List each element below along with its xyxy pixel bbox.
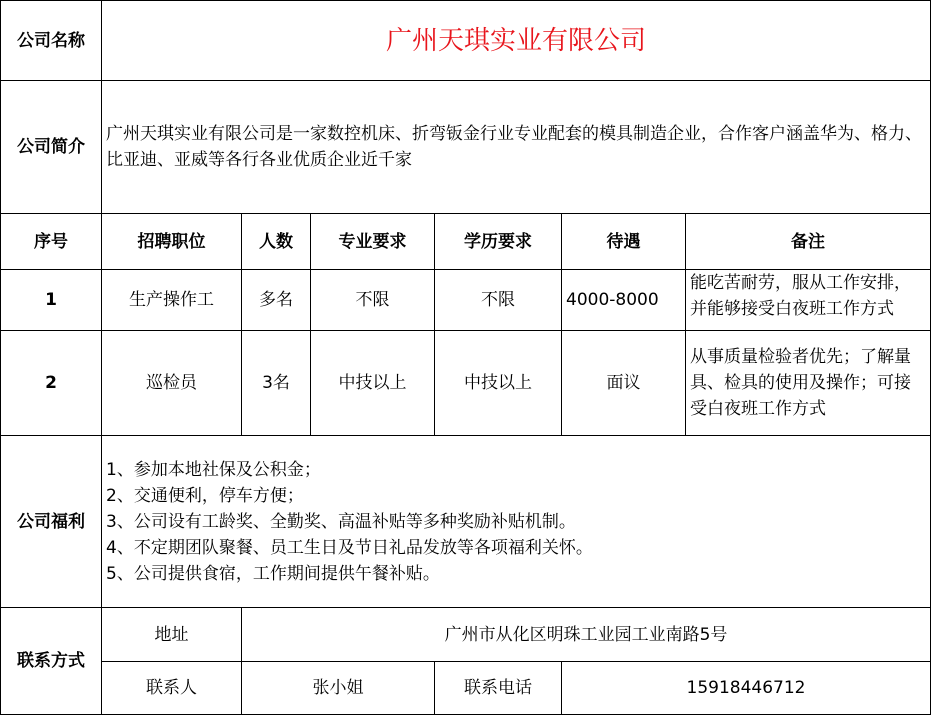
company-intro-row [1,81,931,214]
row-count: 多名 [242,270,311,331]
row-salary: 面议 [562,331,686,436]
company-name-label: 公司名称 [1,1,102,81]
jobs-header-row [1,214,931,270]
address-value: 广州市从化区明珠工业园工业南路5号 [242,608,931,662]
row-note: 从事质量检验者优先；了解量具、检具的使用及操作；可接受白夜班工作方式 [686,331,931,436]
table-row [1,331,931,436]
row-education: 不限 [435,270,562,331]
contact-phone-value: 15918446712 [562,662,931,715]
contact-person-row [1,662,931,715]
row-education: 中技以上 [435,331,562,436]
contact-person-value: 张小姐 [242,662,435,715]
col-header-salary: 待遇 [562,214,686,270]
col-header-education: 学历要求 [435,214,562,270]
company-name-row [1,1,931,81]
table-row [1,270,931,331]
contact-address-row [1,608,931,662]
contact-phone-label: 联系电话 [435,662,562,715]
row-note-cell [686,270,931,331]
col-header-no: 序号 [1,214,102,270]
welfare-row [1,436,931,608]
company-intro: 广州天琪实业有限公司是一家数控机床、折弯钣金行业专业配套的模具制造企业，合作客户涵盖华为、格力、比亚迪、亚威等各行各业优质企业近千家 [102,81,931,214]
list-item: 1、参加本地社保及公积金； [106,459,321,480]
contact-person-label: 联系人 [102,662,242,715]
welfare-list [102,436,931,608]
col-header-major: 专业要求 [311,214,435,270]
row-count: 3名 [242,331,311,436]
list-item: 2、交通便利，停车方便； [106,485,304,506]
row-major: 不限 [311,270,435,331]
row-note: 能吃苦耐劳，服从工作安排，并能够接受白夜班工作方式 [690,273,911,319]
welfare-label: 公司福利 [1,436,102,608]
row-no: 1 [1,270,102,331]
col-header-position: 招聘职位 [102,214,242,270]
contact-label: 联系方式 [1,608,102,715]
row-major: 中技以上 [311,331,435,436]
row-salary: 4000-8000 [562,270,686,331]
row-position: 生产操作工 [102,270,242,331]
row-position: 巡检员 [102,331,242,436]
list-item: 3、公司设有工龄奖、全勤奖、高温补贴等多种奖励补贴机制。 [106,511,576,532]
col-header-note: 备注 [686,214,931,270]
list-item: 4、不定期团队聚餐、员工生日及节日礼品发放等各项福利关怀。 [106,537,593,558]
company-name: 广州天琪实业有限公司 [102,1,931,81]
list-item: 5、公司提供食宿，工作期间提供午餐补贴。 [106,563,440,584]
col-header-count: 人数 [242,214,311,270]
address-label: 地址 [102,608,242,662]
row-no: 2 [1,331,102,436]
company-intro-label: 公司简介 [1,81,102,214]
